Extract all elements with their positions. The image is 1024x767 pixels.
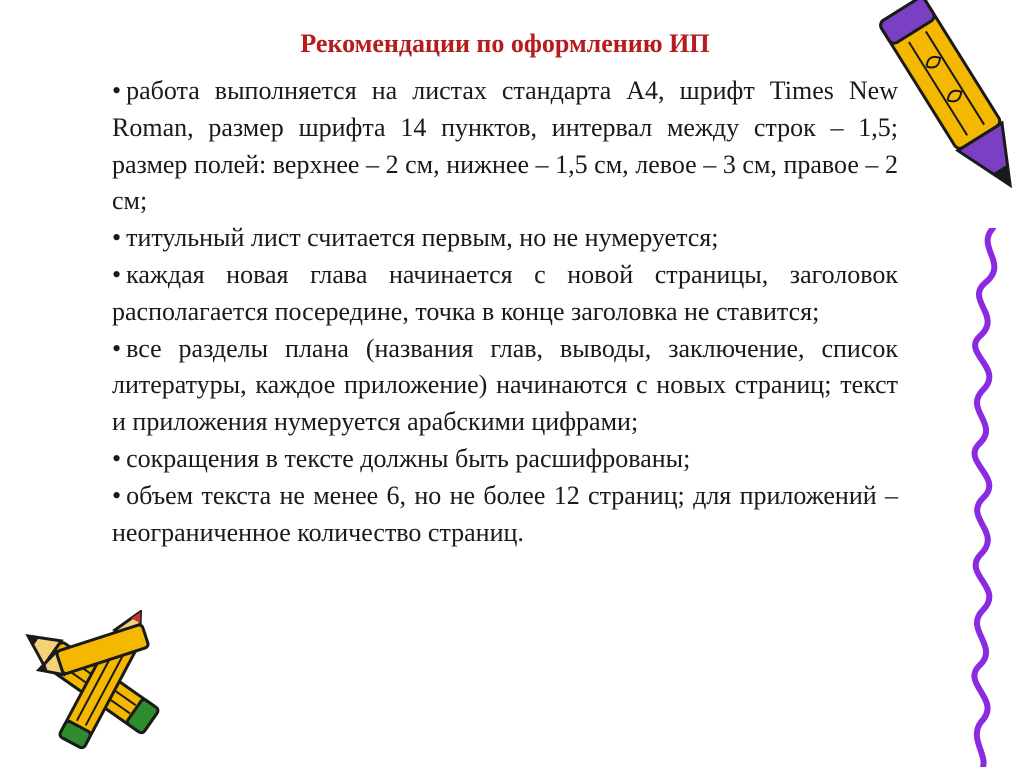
list-item bbox=[112, 220, 898, 257]
list-item bbox=[112, 478, 898, 552]
bullet: • bbox=[112, 333, 122, 363]
body-text bbox=[112, 73, 898, 551]
bullet: • bbox=[112, 76, 122, 105]
list-item bbox=[112, 73, 898, 220]
list-item-text: работа выполняется на листах стандарта А4, шрифт Times New Roman, размер шрифта 14 пунктов, интервал между строк – 1,5; размер полей: верхнее – 2 см, нижнее – 1,5 см, левое – 3 см, правое – 2 см; bbox=[112, 76, 898, 216]
bullet: • bbox=[112, 443, 122, 473]
bullet: • bbox=[112, 223, 122, 253]
purple-squiggle-line bbox=[955, 228, 1024, 767]
slide-title: Рекомендации по оформлению ИП bbox=[300, 29, 710, 58]
list-item-text: все разделы плана (названия глав, выводы, заключение, список литературы, каждое приложение) начинаются с новых страниц; текст и приложения нумеруется арабскими цифрами; bbox=[112, 333, 898, 437]
list-item bbox=[112, 331, 898, 441]
list-item-text: каждая новая глава начинается с новой страницы, заголовок располагается посередине, точка в конце заголовка не ставится; bbox=[112, 259, 898, 326]
list-item-text: титульный лист считается первым, но не нумеруется; bbox=[126, 223, 719, 253]
list-item bbox=[112, 441, 898, 478]
pencil-icon bbox=[850, 0, 1020, 245]
list-item-text: сокращения в тексте должны быть расшифрованы; bbox=[126, 443, 691, 473]
bullet: • bbox=[112, 480, 122, 510]
list-item-text: объем текста не менее 6, но не более 12 страниц; для приложений – неограниченное количество страниц. bbox=[112, 480, 898, 547]
crossed-pencils-icon bbox=[0, 610, 200, 767]
bullet: • bbox=[112, 259, 122, 289]
list-item bbox=[112, 257, 898, 331]
